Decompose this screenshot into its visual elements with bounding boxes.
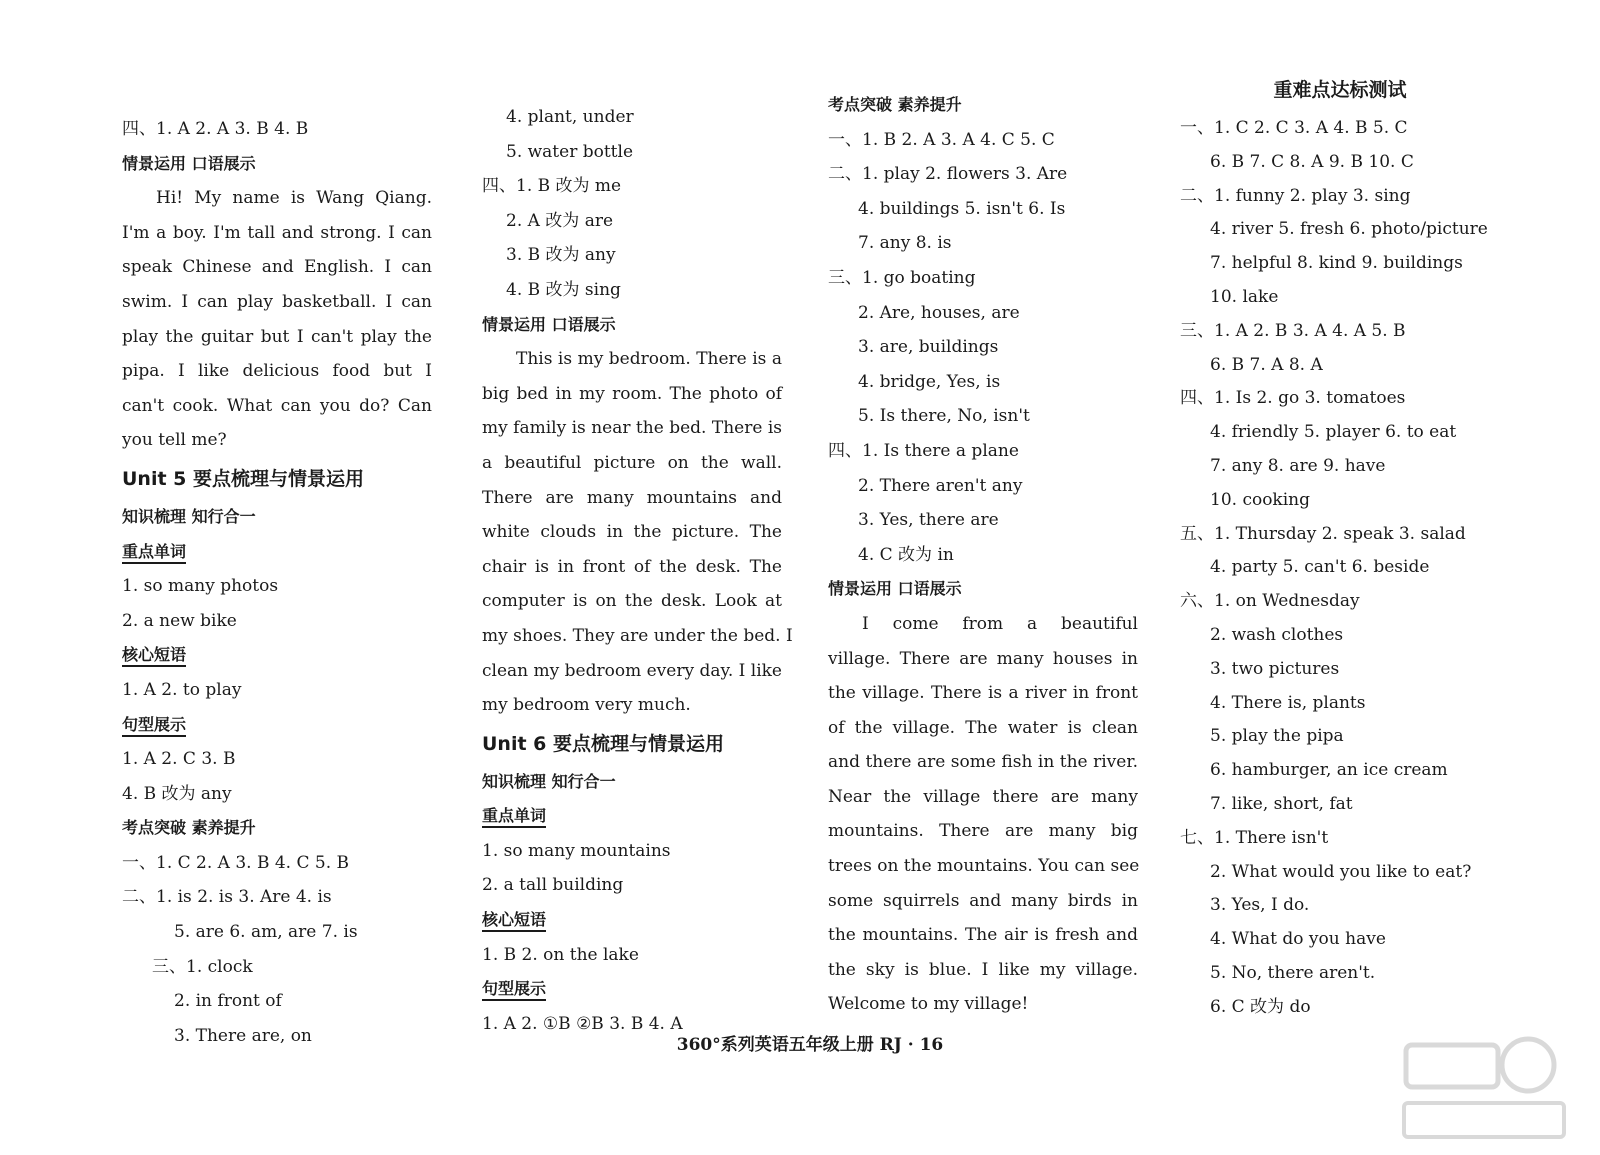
answer-line: 二、1. funny 2. play 3. sing xyxy=(1180,185,1411,206)
answer-line: 10. lake xyxy=(1210,286,1279,307)
answer-line: 四、1. Is 2. go 3. tomatoes xyxy=(1180,388,1406,409)
answer-line: 4. party 5. can't 6. beside xyxy=(1210,557,1430,578)
answer-line: 4. bridge, Yes, is xyxy=(858,371,1001,392)
answer-line: 1. so many photos xyxy=(122,576,279,597)
essay-line: computer is on the desk. Look at xyxy=(482,591,782,612)
essay-line: a beautiful picture on the wall. xyxy=(482,452,782,473)
answer-line: 3. There are, on xyxy=(174,1025,312,1046)
answer-line: 4. There is, plants xyxy=(1210,692,1366,713)
answer-line: 6. hamburger, an ice cream xyxy=(1210,760,1448,781)
subsection-heading: 核心短语 xyxy=(122,638,432,673)
answer-line: 7. any 8. are 9. have xyxy=(1210,455,1386,476)
section-heading: 情景运用 口语展示 xyxy=(482,314,616,334)
essay-line: my family is near the bed. There is xyxy=(482,418,782,439)
answer-line: 3. two pictures xyxy=(1210,658,1340,679)
essay-paragraph xyxy=(122,181,432,458)
column-1 xyxy=(122,112,432,1053)
essay-line: pipa. I like delicious food but I xyxy=(122,361,432,382)
answer-line: 2. wash clothes xyxy=(1210,624,1344,645)
answer-line: 1. A 2. ①B ②B 3. B 4. A xyxy=(482,1013,683,1034)
essay-line: I come from a beautiful xyxy=(862,613,1138,634)
answer-line: 4. buildings 5. isn't 6. Is xyxy=(858,198,1066,219)
answer-line: 5. water bottle xyxy=(506,141,634,162)
essay-line: the mountains. The air is fresh and xyxy=(828,925,1138,946)
essay-line: I'm a boy. I'm tall and strong. I can xyxy=(122,222,432,243)
essay-line: Welcome to my village! xyxy=(828,994,1029,1015)
essay-line: my bedroom very much. xyxy=(482,695,691,716)
unit-heading: Unit 5 要点梳理与情景运用 xyxy=(122,467,365,490)
column-4 xyxy=(1180,72,1500,1025)
answer-line: 4. What do you have xyxy=(1210,929,1386,950)
essay-paragraph xyxy=(482,342,793,723)
subsection-heading: 句型展示 xyxy=(482,972,782,1007)
answer-line: 二、1. is 2. is 3. Are 4. is xyxy=(122,887,332,908)
answer-line: 1. A 2. C 3. B xyxy=(122,749,236,770)
answer-line: 3. Yes, there are xyxy=(858,510,999,531)
essay-line: There are many mountains and xyxy=(482,487,782,508)
essay-line: Hi! My name is Wang Qiang. xyxy=(156,188,432,209)
essay-line: the village. There is a river in front xyxy=(828,683,1138,704)
answer-line: 二、1. play 2. flowers 3. Are xyxy=(828,164,1068,185)
essay-line: some squirrels and many birds in xyxy=(828,890,1138,911)
answer-line: 2. a tall building xyxy=(482,875,624,896)
answer-line: 3. are, buildings xyxy=(858,337,999,358)
answer-line: 2. Are, houses, are xyxy=(858,302,1020,323)
answer-line: 4. C 改为 in xyxy=(858,544,954,565)
answer-line: 1. B 2. on the lake xyxy=(482,944,639,965)
answer-line: 五、1. Thursday 2. speak 3. salad xyxy=(1180,523,1466,544)
answer-line: 7. like, short, fat xyxy=(1210,793,1353,814)
essay-line: the sky is blue. I like my village. xyxy=(828,959,1138,980)
answer-line: 10. cooking xyxy=(1210,489,1310,510)
answer-line: 4. plant, under xyxy=(506,107,634,127)
essay-line: play the guitar but I can't play the xyxy=(122,326,432,347)
section-heading: 知识梳理 知行合一 xyxy=(122,506,256,526)
essay-paragraph xyxy=(828,607,1138,1022)
answer-line: 一、1. B 2. A 3. A 4. C 5. C xyxy=(828,129,1055,150)
answer-line: 三、1. A 2. B 3. A 4. A 5. B xyxy=(1180,320,1406,341)
answer-line: 四、1. Is there a plane xyxy=(828,440,1019,461)
section-heading: 知识梳理 知行合一 xyxy=(482,771,616,791)
answer-line: 一、1. C 2. A 3. B 4. C 5. B xyxy=(122,852,350,873)
essay-line: trees on the mountains. You can see xyxy=(828,856,1140,877)
answer-line: 3. B 改为 any xyxy=(506,245,616,266)
essay-line: chair is in front of the desk. The xyxy=(482,556,782,577)
section-heading: 考点突破 素养提升 xyxy=(828,95,962,114)
answer-line: 5. are 6. am, are 7. is xyxy=(174,922,358,943)
answer-line: 一、1. C 2. C 3. A 4. B 5. C xyxy=(1180,118,1408,138)
answer-line: 7. helpful 8. kind 9. buildings xyxy=(1210,253,1463,274)
essay-line: you tell me? xyxy=(122,430,227,451)
answer-line: 三、1. go boating xyxy=(828,267,976,288)
answer-line: 5. No, there aren't. xyxy=(1210,962,1376,983)
essay-line: Near the village there are many xyxy=(828,786,1138,807)
answer-line: 5. play the pipa xyxy=(1210,726,1344,747)
column-2 xyxy=(482,100,793,1041)
essay-line: clean my bedroom every day. I like xyxy=(482,660,782,681)
answer-line: 1. so many mountains xyxy=(482,840,671,861)
watermark-logo xyxy=(1400,1023,1570,1143)
answer-line: 3. Yes, I do. xyxy=(1210,895,1310,916)
answer-line: 4. B 改为 sing xyxy=(506,279,621,300)
essay-line: of the village. The water is clean xyxy=(828,717,1138,738)
essay-line: speak Chinese and English. I can xyxy=(122,257,432,278)
essay-line: big bed in my room. The photo of xyxy=(482,383,782,404)
test-title: 重难点达标测试 xyxy=(1273,79,1407,101)
subsection-heading: 重点单词 xyxy=(482,799,782,834)
answer-line: 七、1. There isn't xyxy=(1180,827,1329,848)
essay-line: village. There are many houses in xyxy=(828,648,1138,669)
essay-line: swim. I can play basketball. I can xyxy=(122,291,432,312)
answer-line: 四、1. B 改为 me xyxy=(482,176,622,197)
section-heading: 考点突破 素养提升 xyxy=(122,818,256,838)
essay-line: and there are some fish in the river. xyxy=(828,752,1138,773)
essay-line: my shoes. They are under the bed. I xyxy=(482,625,793,646)
essay-line: mountains. There are many big xyxy=(828,821,1138,842)
subsection-heading: 核心短语 xyxy=(482,903,782,938)
answer-line: 4. river 5. fresh 6. photo/picture xyxy=(1210,219,1488,240)
answer-line: 6. C 改为 do xyxy=(1210,996,1311,1017)
answer-line: 2. a new bike xyxy=(122,610,237,631)
column-3 xyxy=(828,88,1138,1022)
subsection-heading: 重点单词 xyxy=(122,535,432,570)
answer-line: 2. A 改为 are xyxy=(506,210,614,231)
answer-line: 6. B 7. A 8. A xyxy=(1210,354,1323,375)
essay-line: white clouds in the picture. The xyxy=(482,522,782,543)
answer-line: 6. B 7. C 8. A 9. B 10. C xyxy=(1210,151,1414,172)
answer-line: 2. What would you like to eat? xyxy=(1210,861,1472,882)
answer-line: 7. any 8. is xyxy=(858,233,952,254)
answer-line: 4. friendly 5. player 6. to eat xyxy=(1210,422,1457,443)
answer-line: 5. Is there, No, isn't xyxy=(858,406,1030,427)
answer-line: 六、1. on Wednesday xyxy=(1180,591,1360,612)
answer-line: 2. in front of xyxy=(174,991,282,1012)
answer-line: 2. There aren't any xyxy=(858,475,1023,496)
section-heading: 情景运用 口语展示 xyxy=(122,153,256,173)
essay-line: This is my bedroom. There is a xyxy=(516,349,782,370)
page-footer: 360°系列英语五年级上册 RJ · 16 xyxy=(676,1035,944,1055)
answer-line: 三、1. clock xyxy=(152,956,253,977)
unit-heading: Unit 6 要点梳理与情景运用 xyxy=(482,732,725,755)
section-heading: 情景运用 口语展示 xyxy=(828,579,962,599)
subsection-heading: 句型展示 xyxy=(122,708,432,743)
essay-line: can't cook. What can you do? Can xyxy=(122,395,432,416)
answer-line: 4. B 改为 any xyxy=(122,783,232,804)
answer-line: 1. A 2. to play xyxy=(122,679,242,700)
answer-line: 四、1. A 2. A 3. B 4. B xyxy=(122,119,309,139)
